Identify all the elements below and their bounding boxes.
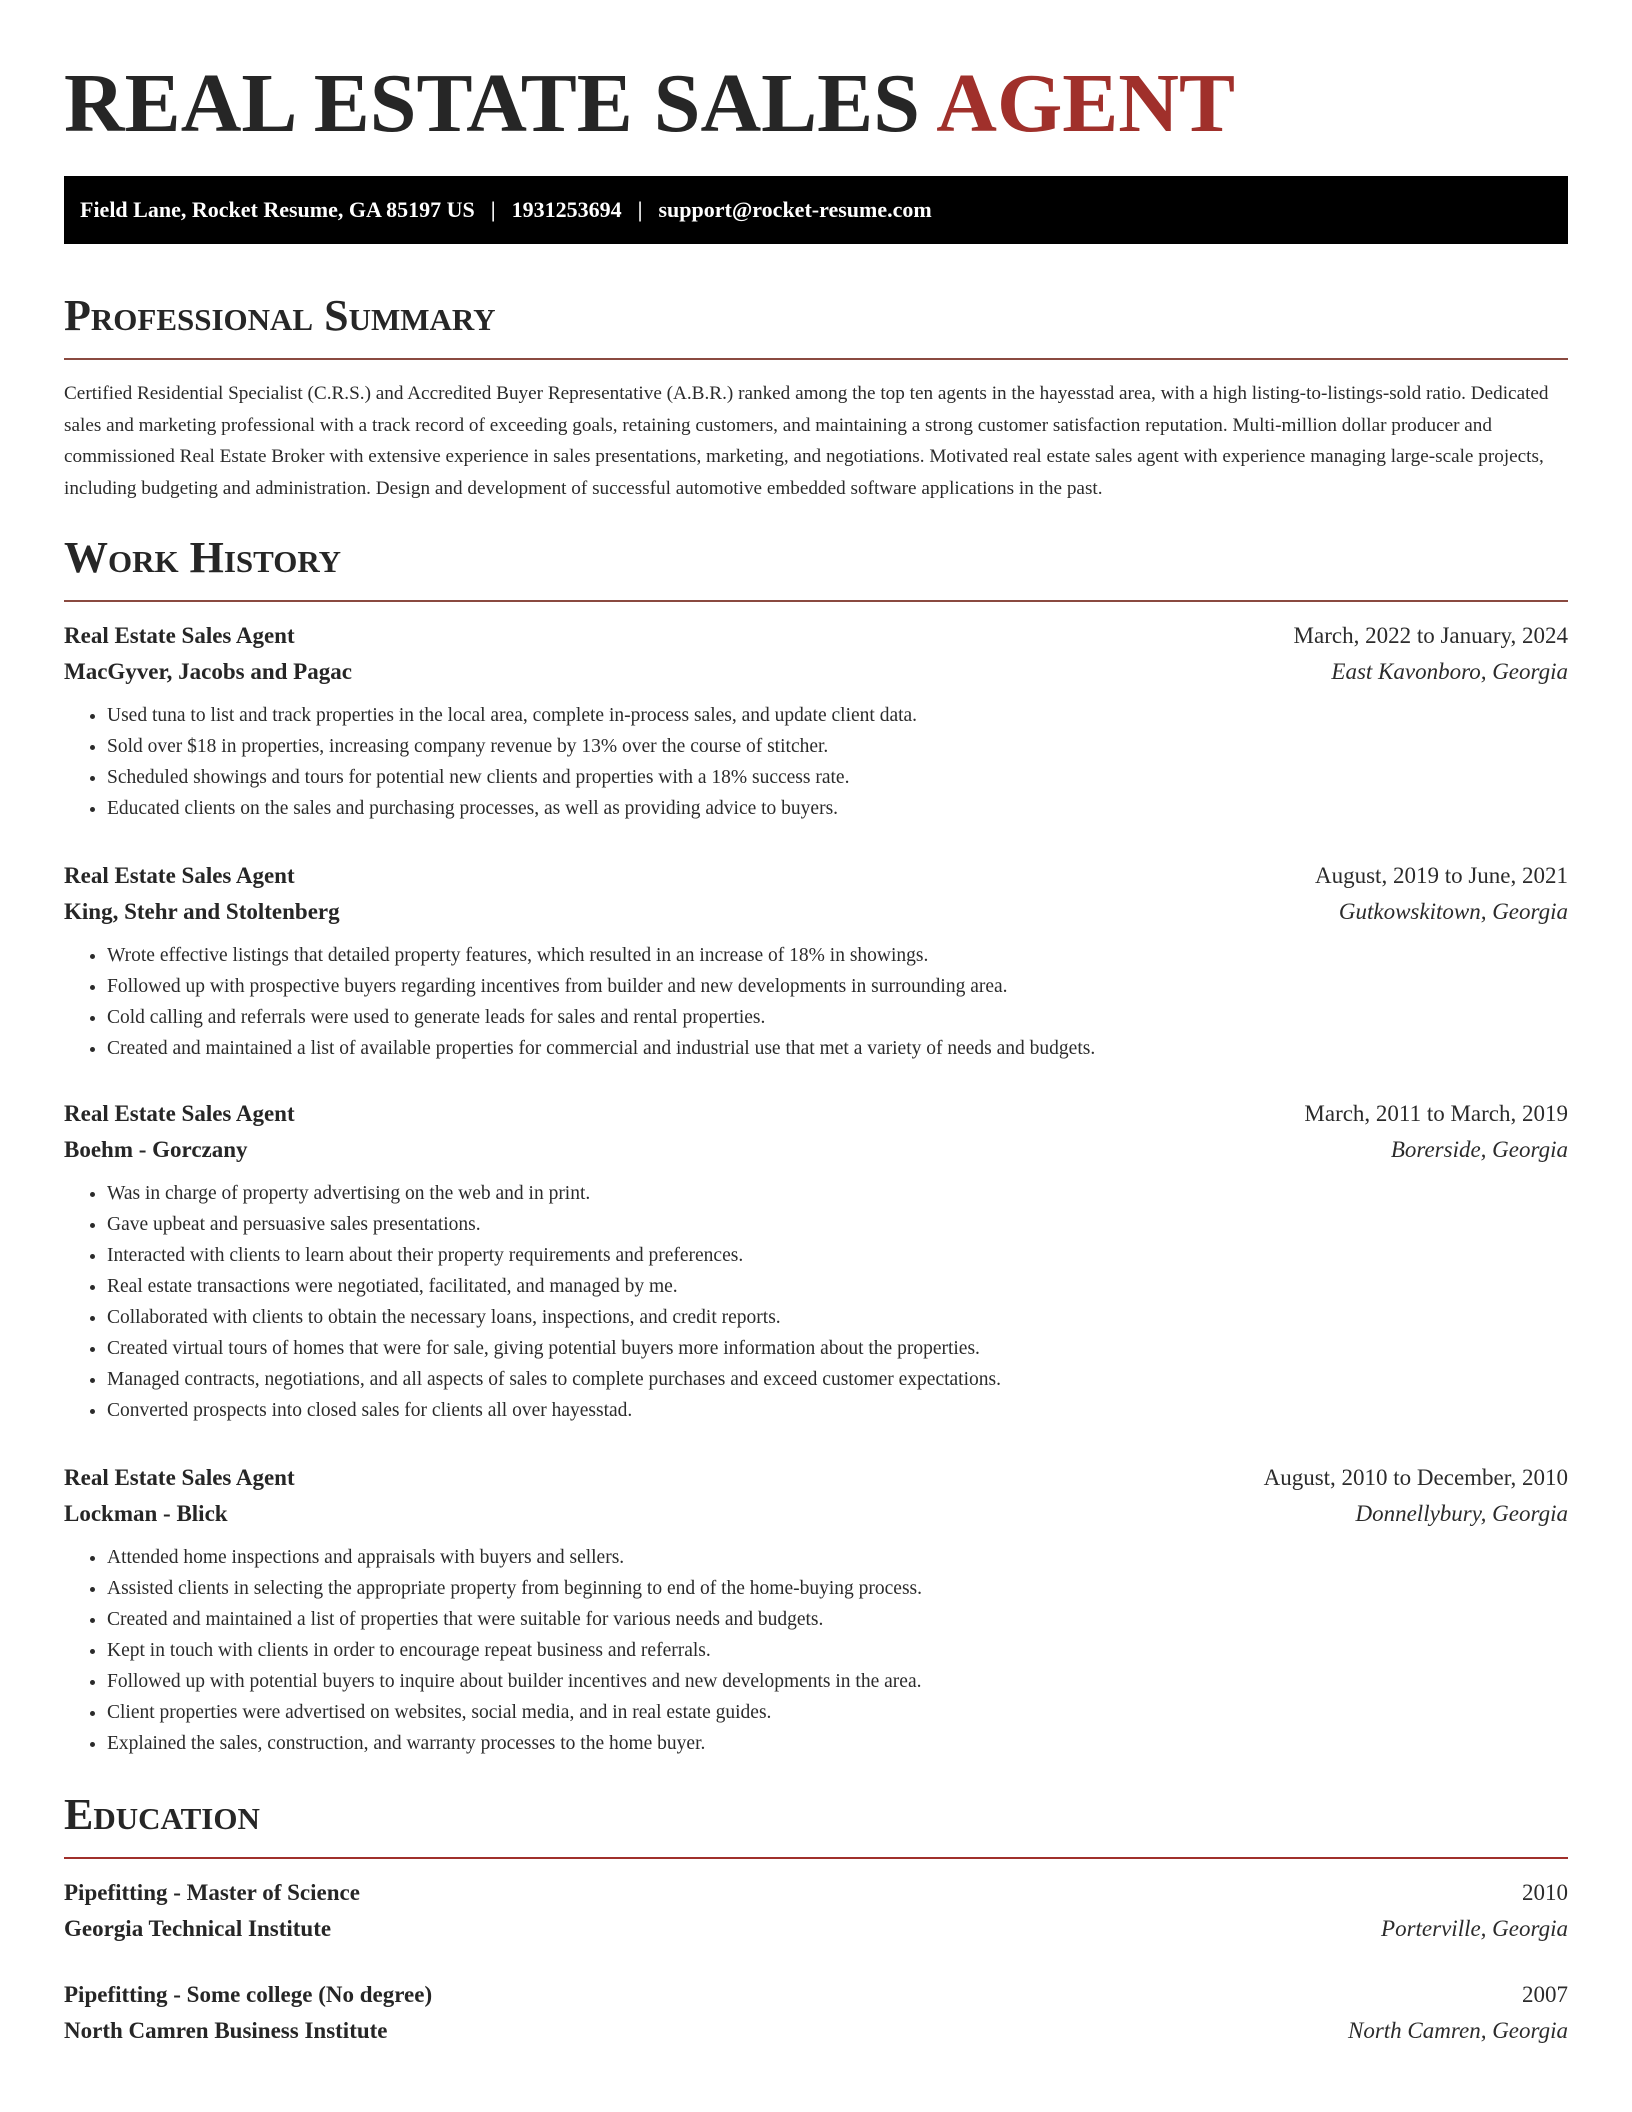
job-bullet: • Attended home inspections and appraisals with buyers and sellers.	[107, 1542, 1568, 1573]
job-header-row	[64, 1460, 1568, 1496]
job-bullet: • Followed up with potential buyers to inquire about builder incentives and new developments in the area.	[107, 1666, 1568, 1697]
job-dates: March, 2011 to March, 2019	[1304, 1101, 1568, 1126]
job-bullet: • Managed contracts, negotiations, and all aspects of sales to complete purchases and exceed customer expectations.	[107, 1364, 1568, 1395]
contact-email[interactable]: support@rocket-resume.com	[658, 197, 932, 222]
contact-phone[interactable]: 1931253694	[511, 197, 622, 222]
job-bullet: • Created virtual tours of homes that were for sale, giving potential buyers more information about the properties.	[107, 1333, 1568, 1364]
job-header-row	[64, 618, 1568, 654]
job-company-row	[64, 654, 1568, 690]
job-bullet: • Client properties were advertised on websites, social media, and in real estate guides.	[107, 1697, 1568, 1728]
resume-title	[64, 0, 1568, 152]
job-entry	[64, 1460, 1568, 1759]
summary-heading: Professional Summary	[64, 291, 496, 340]
education-entry	[64, 1875, 1568, 1947]
contact-bar	[64, 176, 1568, 244]
job-entry	[64, 858, 1568, 1064]
education-location: Porterville, Georgia	[1381, 1916, 1568, 1941]
job-bullet: • Assisted clients in selecting the appropriate property from beginning to end of the home-buying process.	[107, 1573, 1568, 1604]
summary-text: Certified Residential Specialist (C.R.S.) and Accredited Buyer Representative (A.B.R.) ranked among the top ten agents in the hayesstad area, with a high listing-to-listings-sold ratio. Dedicated sales and marketing professional with a track record of exceeding goals, retaining customers, and maintaining a strong customer satisfaction reputation. Multi-million dollar producer and commissioned Real Estate Broker with extensive experience in sales presentations, marketing, and negotiations. Motivated real estate sales agent with experience managing large-scale projects, including budgeting and administration. Design and development of successful automotive embedded software applications in the past.	[64, 383, 1549, 499]
job-location: East Kavonboro, Georgia	[1331, 659, 1568, 684]
job-title: Real Estate Sales Agent	[64, 623, 295, 648]
job-company: Lockman - Blick	[64, 1501, 228, 1526]
job-company: Boehm - Gorczany	[64, 1137, 248, 1162]
work-heading: Work History	[64, 533, 342, 582]
education-degree-row	[64, 1977, 1568, 2013]
job-bullet: • Gave upbeat and persuasive sales presentations.	[107, 1209, 1568, 1240]
job-bullet: • Explained the sales, construction, and warranty processes to the home buyer.	[107, 1728, 1568, 1759]
job-bullets	[64, 1178, 1568, 1426]
job-bullet: • Sold over $18 in properties, increasing company revenue by 13% over the course of stitcher.	[107, 731, 1568, 762]
job-bullet: • Collaborated with clients to obtain the necessary loans, inspections, and credit reports.	[107, 1302, 1568, 1333]
summary-section	[64, 290, 1568, 504]
education-degree: Pipefitting - Some college (No degree)	[64, 1982, 433, 2007]
section-divider	[64, 1857, 1568, 1859]
job-dates: August, 2019 to June, 2021	[1315, 863, 1568, 888]
job-company-row	[64, 1496, 1568, 1532]
section-divider	[64, 600, 1568, 602]
job-bullet: • Used tuna to list and track properties in the local area, complete in-process sales, and update client data.	[107, 700, 1568, 731]
contact-separator: |	[490, 197, 496, 222]
job-bullets	[64, 940, 1568, 1064]
contact-separator: |	[637, 197, 643, 222]
education-heading: Education	[64, 1790, 260, 1839]
job-dates: August, 2010 to December, 2010	[1263, 1465, 1568, 1490]
job-header-row	[64, 858, 1568, 894]
job-bullet: • Converted prospects into closed sales for clients all over hayesstad.	[107, 1395, 1568, 1426]
job-bullet: • Scheduled showings and tours for potential new clients and properties with a 18% success rate.	[107, 762, 1568, 793]
job-location: Borerside, Georgia	[1390, 1137, 1568, 1162]
education-school: Georgia Technical Institute	[64, 1916, 332, 1941]
contact-address: Field Lane, Rocket Resume, GA 85197 US	[80, 197, 475, 222]
job-company: MacGyver, Jacobs and Pagac	[64, 659, 352, 684]
job-entry	[64, 1096, 1568, 1426]
job-header-row	[64, 1096, 1568, 1132]
section-divider	[64, 358, 1568, 360]
title-main: REAL ESTATE SALES	[64, 57, 937, 150]
title-accent: AGENT	[936, 57, 1235, 150]
job-entry	[64, 618, 1568, 824]
job-bullets	[64, 700, 1568, 824]
job-title: Real Estate Sales Agent	[64, 1465, 295, 1490]
job-bullets	[64, 1542, 1568, 1759]
job-company: King, Stehr and Stoltenberg	[64, 899, 340, 924]
job-bullet: • Followed up with prospective buyers regarding incentives from builder and new developments in surrounding area.	[107, 971, 1568, 1002]
job-bullet: • Wrote effective listings that detailed property features, which resulted in an increase of 18% in showings.	[107, 940, 1568, 971]
job-bullet: • Was in charge of property advertising on the web and in print.	[107, 1178, 1568, 1209]
education-school-row	[64, 1911, 1568, 1947]
education-section	[64, 1789, 1568, 2049]
education-school: North Camren Business Institute	[64, 2018, 388, 2043]
job-title: Real Estate Sales Agent	[64, 863, 295, 888]
education-location: North Camren, Georgia	[1348, 2018, 1568, 2043]
job-company-row	[64, 1132, 1568, 1168]
education-degree: Pipefitting - Master of Science	[64, 1880, 360, 1905]
job-dates: March, 2022 to January, 2024	[1293, 623, 1568, 648]
job-bullet: • Created and maintained a list of available properties for commercial and industrial use that met a variety of needs and budgets.	[107, 1033, 1568, 1064]
education-year: 2007	[1522, 1982, 1568, 2007]
education-school-row	[64, 2013, 1568, 2049]
job-title: Real Estate Sales Agent	[64, 1101, 295, 1126]
job-bullet: • Real estate transactions were negotiated, facilitated, and managed by me.	[107, 1271, 1568, 1302]
job-bullet: • Kept in touch with clients in order to encourage repeat business and referrals.	[107, 1635, 1568, 1666]
job-location: Gutkowskitown, Georgia	[1338, 899, 1568, 924]
job-bullet: • Created and maintained a list of properties that were suitable for various needs and budgets.	[107, 1604, 1568, 1635]
job-company-row	[64, 894, 1568, 930]
job-bullet: • Cold calling and referrals were used to generate leads for sales and rental properties.	[107, 1002, 1568, 1033]
job-bullet: • Educated clients on the sales and purchasing processes, as well as providing advice to buyers.	[107, 793, 1568, 824]
education-year: 2010	[1522, 1880, 1568, 1905]
education-entry	[64, 1977, 1568, 2049]
work-section	[64, 532, 1568, 1759]
education-degree-row	[64, 1875, 1568, 1911]
job-location: Donnellybury, Georgia	[1355, 1501, 1568, 1526]
job-bullet: • Interacted with clients to learn about their property requirements and preferences.	[107, 1240, 1568, 1271]
